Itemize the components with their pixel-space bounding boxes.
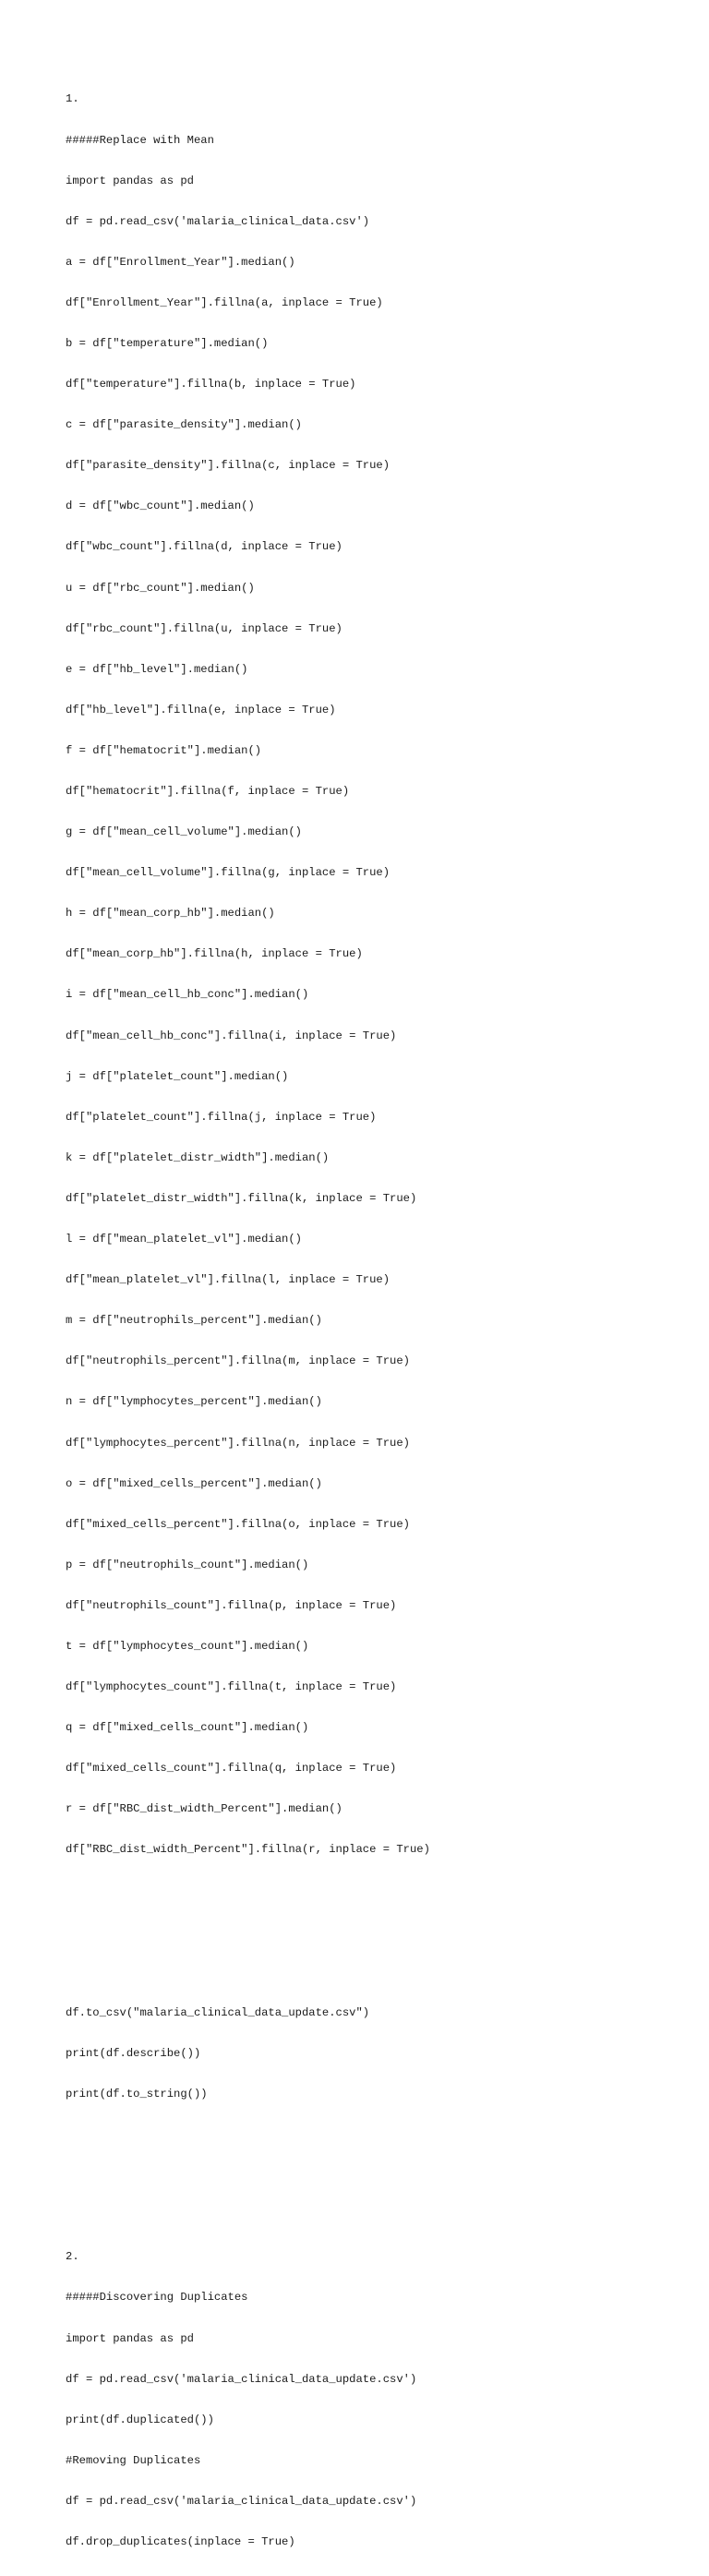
code-line: g = df["mean_cell_volume"].median() — [66, 825, 302, 839]
code-line: import pandas as pd — [66, 2331, 194, 2345]
blank-line — [66, 1966, 675, 1980]
code-line: df["mixed_cells_count"].fillna(q, inplace = True) — [66, 1762, 397, 1776]
code-line: df["mean_corp_hb"].fillna(h, inplace = True) — [66, 947, 363, 961]
code-line: df["rbc_count"].fillna(u, inplace = True) — [66, 621, 342, 635]
code-line: df = pd.read_csv('malaria_clinical_data_update.csv') — [66, 2494, 417, 2508]
code-line: j = df["platelet_count"].median() — [66, 1069, 289, 1083]
code-line: l = df["mean_platelet_vl"].median() — [66, 1233, 302, 1246]
code-line: q = df["mixed_cells_count"].median() — [66, 1721, 309, 1735]
code-line: print(df.duplicated()) — [66, 2413, 214, 2426]
code-line: df["lymphocytes_count"].fillna(t, inplace = True) — [66, 1680, 397, 1694]
code-line: u = df["rbc_count"].median() — [66, 581, 255, 595]
code-line: df.to_csv("malaria_clinical_data_update.csv") — [66, 2005, 370, 2019]
blank-line — [66, 1884, 675, 1898]
code-line: r = df["RBC_dist_width_Percent"].median() — [66, 1802, 342, 1816]
code-line: df["mean_cell_volume"].fillna(g, inplace = True) — [66, 866, 391, 880]
code-line: #####Discovering Duplicates — [66, 2291, 248, 2305]
code-line: df.drop_duplicates(inplace = True) — [66, 2535, 295, 2549]
code-line: i = df["mean_cell_hb_conc"].median() — [66, 988, 309, 1002]
code-line: m = df["neutrophils_percent"].median() — [66, 1314, 322, 1328]
code-line: df["neutrophils_count"].fillna(p, inplace = True) — [66, 1598, 397, 1612]
code-line: h = df["mean_corp_hb"].median() — [66, 907, 275, 921]
code-line: df["wbc_count"].fillna(d, inplace = True) — [66, 540, 342, 554]
code-line: df["platelet_count"].fillna(j, inplace = True) — [66, 1110, 377, 1124]
blank-line — [66, 2169, 675, 2183]
code-line: c = df["parasite_density"].median() — [66, 418, 302, 432]
code-line: df["hb_level"].fillna(e, inplace = True) — [66, 703, 336, 716]
code-line: df["mean_cell_hb_conc"].fillna(i, inplace = True) — [66, 1029, 397, 1042]
code-line: df = pd.read_csv('malaria_clinical_data.csv') — [66, 214, 370, 228]
code-line: n = df["lymphocytes_percent"].median() — [66, 1395, 322, 1409]
code-line: df["mean_platelet_vl"].fillna(l, inplace = True) — [66, 1273, 391, 1287]
code-line: e = df["hb_level"].median() — [66, 662, 248, 676]
code-line: df = pd.read_csv('malaria_clinical_data_update.csv') — [66, 2372, 417, 2386]
code-line: df["Enrollment_Year"].fillna(a, inplace = True) — [66, 295, 383, 309]
code-line: import pandas as pd — [66, 174, 194, 187]
code-line: o = df["mixed_cells_percent"].median() — [66, 1476, 322, 1490]
blank-line — [66, 2128, 675, 2142]
code-line: t = df["lymphocytes_count"].median() — [66, 1639, 309, 1653]
code-line: df["mixed_cells_percent"].fillna(o, inplace = True) — [66, 1517, 410, 1531]
code-line: 2. — [66, 2250, 79, 2264]
code-line: a = df["Enrollment_Year"].median() — [66, 255, 295, 269]
code-line: d = df["wbc_count"].median() — [66, 500, 255, 513]
code-document-body — [66, 66, 675, 2576]
blank-line — [66, 1925, 675, 1939]
code-line: print(df.to_string()) — [66, 2088, 208, 2101]
code-line: 1. — [66, 92, 79, 106]
code-line: df["temperature"].fillna(b, inplace = True) — [66, 378, 356, 391]
code-line: df["platelet_distr_width"].fillna(k, inplace = True) — [66, 1191, 417, 1205]
blank-line — [66, 2209, 675, 2223]
code-line: p = df["neutrophils_count"].median() — [66, 1558, 309, 1571]
code-line: k = df["platelet_distr_width"].median() — [66, 1150, 330, 1164]
code-line: f = df["hematocrit"].median() — [66, 743, 262, 757]
code-line: df["neutrophils_percent"].fillna(m, inplace = True) — [66, 1354, 410, 1368]
code-line: print(df.describe()) — [66, 2046, 201, 2060]
code-line: b = df["temperature"].median() — [66, 336, 269, 350]
code-line: df["lymphocytes_percent"].fillna(n, inplace = True) — [66, 1436, 410, 1450]
code-line: df["RBC_dist_width_Percent"].fillna(r, inplace = True) — [66, 1843, 430, 1857]
code-line: df["hematocrit"].fillna(f, inplace = True) — [66, 785, 350, 798]
code-line: #Removing Duplicates — [66, 2453, 201, 2467]
code-line: #####Replace with Mean — [66, 133, 214, 147]
code-line: df["parasite_density"].fillna(c, inplace = True) — [66, 459, 391, 473]
